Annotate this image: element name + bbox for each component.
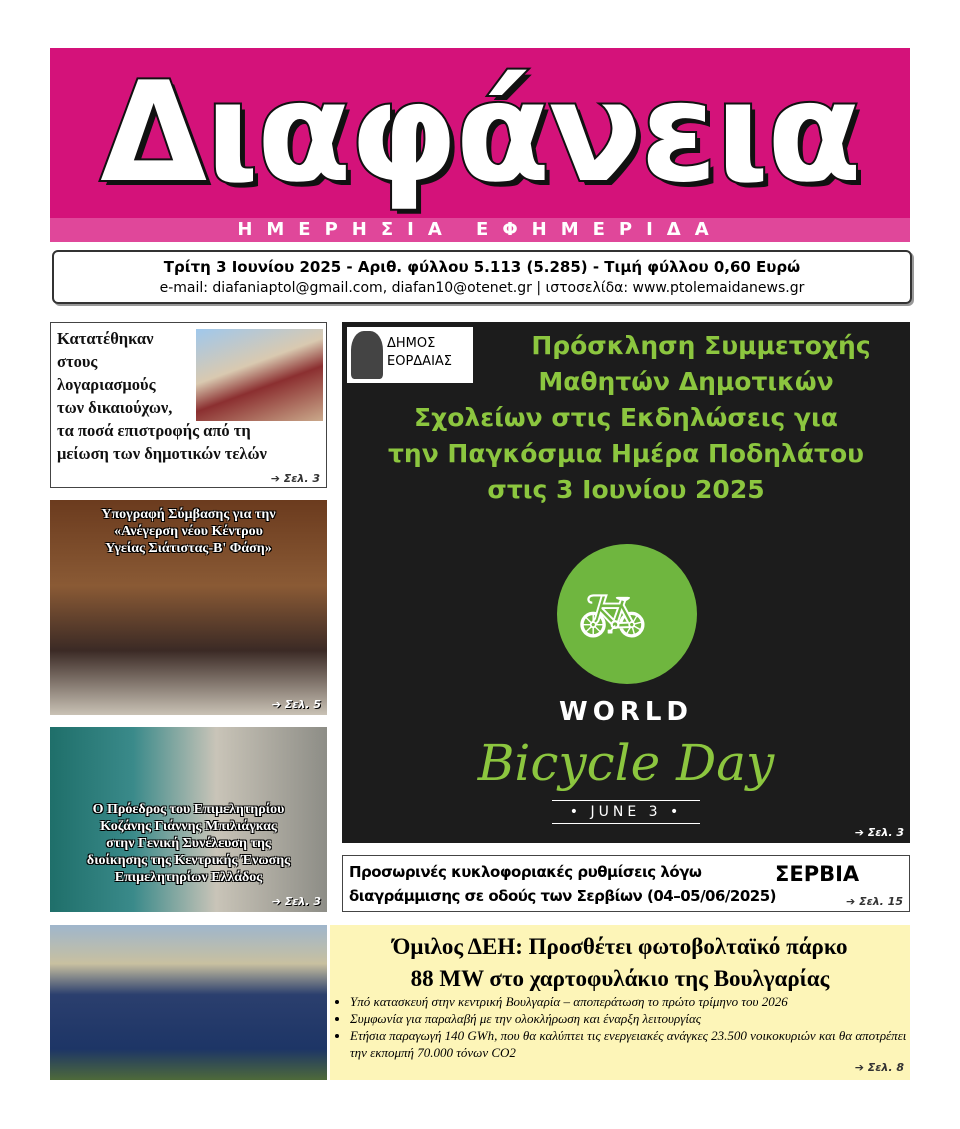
headline-line: την Παγκόσμια Ημέρα Ποδηλάτου	[387, 439, 865, 468]
date-label: • JUNE 3 •	[552, 800, 700, 824]
masthead	[50, 48, 910, 242]
caption-line: Υγείας Σιάτιστας-Β' Φάση»	[105, 541, 272, 556]
caption-line: Υπογραφή Σύμβασης για την	[101, 507, 276, 522]
headline-line: τα ποσά επιστροφής από τη	[57, 421, 251, 440]
page-ref: ➔ Σελ. 3	[854, 826, 904, 839]
headline-line: Σχολείων στις Εκδηλώσεις για	[414, 403, 838, 432]
contact-line: e-mail: diafaniaptol@gmail.com, diafan10@otenet.gr | ιστοσελίδα: www.ptolemaidanews.gr	[159, 280, 805, 296]
bullet-item: • Ετήσια παραγωγή 140 GWh, που θα καλύπτει τις ενεργειακές ανάγκες 23.500 νοικοκυριών και θα αποτρέπει την εκπομπή 70.000 τόνων CO2	[350, 1027, 910, 1061]
headline-line: μείωση των δημοτικών τελών	[57, 444, 267, 463]
headline-line: στις 3 Ιουνίου 2025	[487, 475, 765, 504]
page-ref: ➔ Σελ. 5	[271, 698, 321, 711]
story-refunds[interactable]	[50, 322, 327, 488]
issue-date-line: Τρίτη 3 Ιουνίου 2025 - Αριθ. φύλλου 5.113 (5.285) - Τιμή φύλλου 0,60 Ευρώ	[163, 258, 801, 276]
headline-line: Όμιλος ΔΕΗ: Προσθέτει φωτοβολταϊκό πάρκο	[392, 934, 848, 959]
headline-line: στους	[57, 352, 98, 371]
page-ref: ➔ Σελ. 3	[270, 472, 320, 485]
page-ref: ➔ Σελ. 8	[854, 1061, 904, 1074]
caption-line: διοίκησης της Κεντρικής Ένωσης	[86, 853, 291, 868]
logo-text: ΕΟΡΔΑΙΑΣ	[387, 354, 453, 369]
caption-line: Κοζάνης Γιάννης Μπιλιάγκας	[100, 819, 277, 834]
headline-line: Προσωρινές κυκλοφοριακές ρυθμίσεις λόγω	[349, 863, 702, 881]
globe-icon	[557, 544, 697, 684]
caption-line: Ο Πρόεδρος του Επιμελητηρίου	[92, 802, 285, 817]
world-label: WORLD	[559, 697, 693, 727]
headline-line: λογαριασμούς	[57, 375, 156, 394]
headline-line: Κατατέθηκαν	[57, 329, 154, 348]
story-chamber[interactable]	[50, 727, 327, 912]
bicycle-icon: 🚲︎	[577, 584, 649, 649]
page-ref: ➔ Σελ. 3	[271, 895, 321, 908]
logo-text: ΔΗΜΟΣ	[387, 336, 436, 351]
story-deh-solar[interactable]	[330, 925, 910, 1080]
servia-logo: ΣΕΡΒΙΑ	[775, 862, 860, 886]
page-ref: ➔ Σελ. 15	[846, 895, 903, 908]
story-servia-traffic[interactable]	[342, 855, 910, 912]
headline-line: των δικαιούχων,	[57, 398, 173, 417]
deh-headline	[330, 931, 910, 995]
deh-bullets	[330, 993, 910, 1061]
caption-line: στην Γενική Συνέλευση της	[106, 836, 271, 851]
headline-line: Πρόσκληση Συμμετοχής	[531, 331, 871, 360]
bicycle-day-label: Bicycle Day	[477, 734, 775, 792]
caption-line: Επιμελητηρίων Ελλάδος	[114, 870, 263, 885]
bullet-item: • Συμφωνία για παραλαβή με την ολοκλήρωση και έναρξη λειτουργίας	[350, 1010, 910, 1027]
newspaper-subtitle: ΗΜΕΡΗΣΙΑ ΕΦΗΜΕΡΙΔΑ	[50, 218, 910, 242]
solar-park-photo	[50, 925, 327, 1080]
headline-line: 88 MW στο χαρτοφυλάκιο της Βουλγαρίας	[410, 966, 830, 991]
municipality-logo	[347, 327, 473, 383]
issue-info	[52, 250, 912, 304]
caption-line: «Ανέγερση νέου Κέντρου	[114, 524, 263, 539]
bicycle-day-feature[interactable]	[342, 322, 910, 843]
emblem-icon	[351, 331, 383, 379]
story-health-center[interactable]	[50, 500, 327, 715]
newspaper-title: Διαφάνεια	[100, 52, 860, 213]
bullet-item: • Υπό κατασκευή στην κεντρική Βουλγαρία – αποπεράτωση το πρώτο τρίμηνο του 2026	[350, 993, 910, 1010]
headline-line: Μαθητών Δημοτικών	[538, 367, 834, 396]
headline-line: διαγράμμισης σε οδούς των Σερβίων (04–05/06/2025)	[349, 887, 777, 905]
